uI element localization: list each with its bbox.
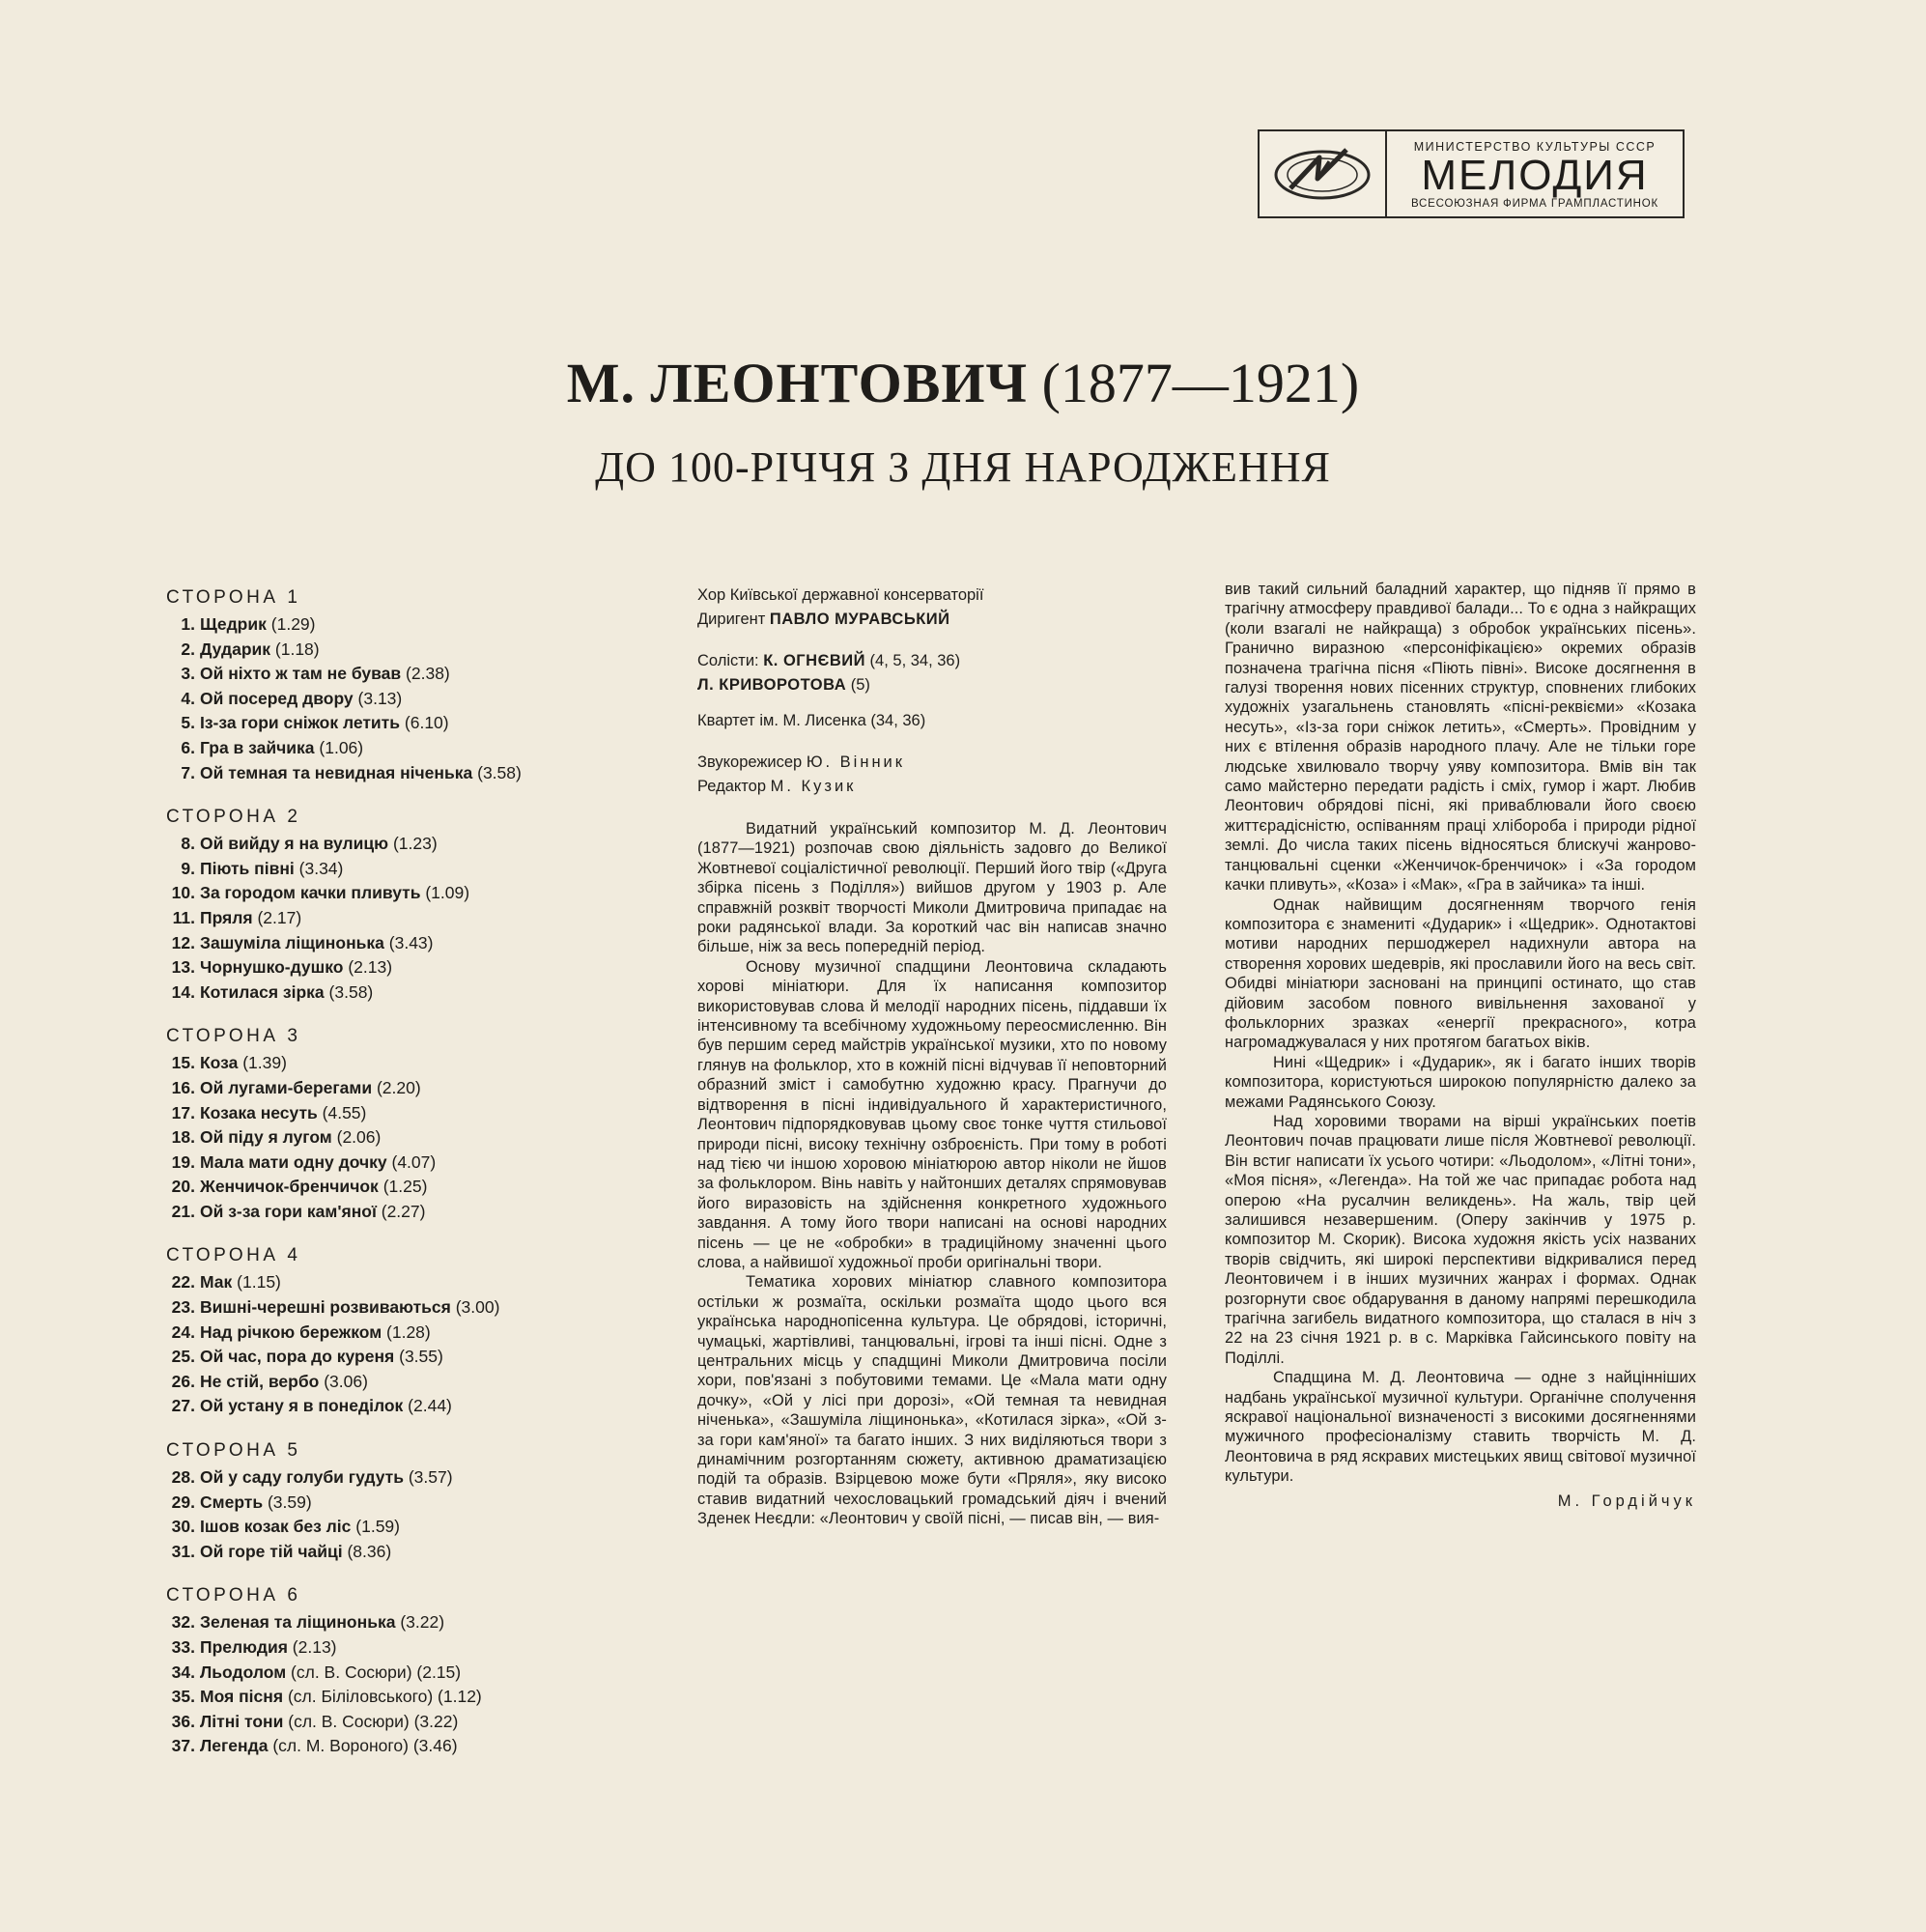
conductor-label: Диригент xyxy=(697,611,766,628)
track-item xyxy=(166,1101,591,1126)
side-block xyxy=(166,805,591,1005)
track-title: Прелюдия xyxy=(200,1637,288,1657)
track-item xyxy=(166,1515,591,1540)
article-paragraph: Основу музичної спадщини Леонтовича складають хорові мініатюри. Для їх написання композитор використовував слова й мелодії народних пісень, піддавши їх інтенсивному та всебічному художньому переосмисленню. Він був першим серед майстрів української музики, хто по новому глянув на фольклор, хто в кожній пісні відчував її неповторний образний зміст і самобутню художню красу. Прагнучи до відтворення в пісні індивідуального й характеристичного, Леонтович підпорядковував цьому своє тонке чуття стильової природи пісні, високу технічну озброєність. При тому в роботі над тією чи іншою хоровою мініатюрою автор ніколи не йшов за фольклором. Вінь навіть у найтонших деталях спрямовував його виразовість на здійснення конкретного художнього завдання. А тому його твори написані на основі народних пісень — це не «обробки» в традиційному значенні цього слова, а найвишої художньої проби оригінальні твори. xyxy=(697,957,1167,1271)
side-heading: СТОРОНА 6 xyxy=(166,1585,301,1606)
article-paragraph: Над хоровими творами на вірші українських поетів Леонтович почав працювати лише після Жовтневої революції. Він встиг написати їх усього чотири: «Льодолом», «Літні тони», «Моя пісня», «Легенда». На той же час припадає робота над оперою «На русалчин великдень». На жаль, твір цей залишився незавершеним. (Оперу закінчив у 1975 р. композитор М. Скорик). Висока художня якість усіх названих творів свідчить, які широкі перспективи відкривалися перед Леонтовичем і в інших музичних жанрах і формах. Однак розгорнути своє обдарування в даному напрямі перешкодила трагічна загибель видатного композитора, що сталася в ніч з 22 на 23 січня 1921 р. в с. Марківка Гайсинського повіту на Поділлі. xyxy=(1225,1112,1696,1367)
side-block xyxy=(166,1243,591,1419)
track-number: 35. xyxy=(171,1687,195,1707)
logo-ministry-text: МИНИСТЕРСТВО КУЛЬТУРЫ СССР xyxy=(1413,139,1657,154)
track-title: Льодолом xyxy=(200,1662,287,1682)
track-duration: (3.22) xyxy=(400,1612,445,1633)
side-block xyxy=(166,1438,591,1564)
credit-choir: Хор Київської державної консерваторії xyxy=(697,586,984,604)
track-title: Козака несуть xyxy=(200,1102,318,1122)
article-paragraph: вив такий сильний баладний характер, що підняв її прямо в трагічну атмосферу правдивої балади... То є одна з найкращих (коли взагалі не найкраща) з обробок українських пісень». Гранично виразною «персоніфікацією» окремих образів позначена трагічна пісня «Піють півні». Високе досягнення в галузі творення нових пісенних структур, сповнених глибоких художніх узагальнень становлять «пісні-реквієми» «Козака несуть», «Із-за гори сніжок летить», «Смерть». Провідним у них є втілення образів народного плачу. Але не тільки горе людське хвилювало творчу уяву композитора. Вмів він так само майстерно передати радість і сміх, гумор і жарт. Любив Леонтович обрядові пісні, які приваблювали його своєю життєрадісністю, оспіванням праці хлібороба і природи рідної землі. До числа таких пісень відносяться блискучі жанрово-танцювальні сценки «Женчичок-бренчичок» і «За городом качки пливуть», «Коза» і «Мак», «Гра в зайчика» та інші. xyxy=(1225,581,1696,895)
track-item xyxy=(166,736,591,761)
track-duration: (3.43) xyxy=(388,932,434,952)
track-duration: (6.10) xyxy=(404,713,449,733)
engineer-name: Ю. Вінник xyxy=(806,753,905,771)
article-paragraph: Спадщина М. Д. Леонтовича — одне з найцінніших надбань української музичної культури. Органічне сполучення яскравої національної визначеності з високими досягненнями мужичного професіоналізму ставить творчість М. Д. Леонтовича в ряд яскравих мистецьких явищ світової музичної культури. xyxy=(1225,1369,1696,1486)
track-title: Легенда xyxy=(200,1736,269,1756)
track-item xyxy=(166,1151,591,1176)
track-title: Ішов козак без ліс xyxy=(200,1517,352,1537)
track-duration: (3.57) xyxy=(408,1467,453,1488)
track-item xyxy=(166,1076,591,1101)
track-number: 16. xyxy=(171,1077,195,1097)
track-item xyxy=(166,1125,591,1151)
credit-soloist-2 xyxy=(697,673,1167,697)
track-title: Вишні-черешні розвиваються xyxy=(200,1297,451,1318)
track-item xyxy=(166,980,591,1006)
track-title: Дударик xyxy=(200,639,271,659)
logo-subtitle-text: ВСЕСОЮЗНАЯ ФИРМА ГРАМПЛАСТИНОК xyxy=(1410,197,1659,210)
track-item xyxy=(166,1661,591,1686)
track-title: Чорнушко-душко xyxy=(200,957,344,978)
side-heading: СТОРОНА 1 xyxy=(166,587,301,608)
track-number: 25. xyxy=(171,1347,195,1367)
track-number: 4. xyxy=(181,688,195,708)
engineer-label: Звукорежисер xyxy=(697,753,803,771)
track-number: 10. xyxy=(171,883,195,903)
track-duration: (3.06) xyxy=(324,1371,368,1391)
track-number: 12. xyxy=(171,932,195,952)
track-number: 8. xyxy=(181,834,195,854)
track-number: 32. xyxy=(171,1612,195,1633)
credit-soloist-1 xyxy=(697,649,1167,673)
track-number: 34. xyxy=(171,1662,195,1682)
track-duration: (1.18) xyxy=(274,639,320,659)
track-duration: (3.00) xyxy=(455,1297,500,1318)
track-number: 23. xyxy=(171,1297,195,1318)
track-duration: (1.23) xyxy=(392,834,438,854)
track-item xyxy=(166,1685,591,1710)
track-duration: (1.25) xyxy=(382,1177,428,1197)
track-number: 7. xyxy=(181,762,195,782)
editor-name: М. Кузик xyxy=(770,778,857,795)
article-paragraph: Видатний український композитор М. Д. Леонтович (1877—1921) розпочав свою діяльність задовго до Великої Жовтневої соціалістичної революції. Перший його твір («Друга збірка пісень з Поділля») вийшов другом у 1903 р. Але справжній розквіт творчості Миколи Дмитровича припадає на роки радянської влади. За короткий час він написав значно більше, ніж за весь попередній період. xyxy=(697,820,1167,956)
track-item xyxy=(166,1610,591,1635)
track-number: 19. xyxy=(171,1151,195,1172)
track-number: 1. xyxy=(181,614,195,634)
article-signature: М. Гордійчук xyxy=(1557,1492,1696,1510)
side-heading: СТОРОНА 4 xyxy=(166,1245,301,1266)
track-number: 15. xyxy=(171,1053,195,1073)
track-item xyxy=(166,1321,591,1346)
track-number: 11. xyxy=(172,907,195,927)
track-title: Із-за гори сніжок летить xyxy=(200,713,401,733)
soloist-1-name: К. ОГНЄВИЙ xyxy=(763,652,865,669)
track-duration: (2.38) xyxy=(406,664,450,684)
track-number: 31. xyxy=(171,1541,195,1561)
track-item xyxy=(166,1734,591,1759)
track-duration: (1.29) xyxy=(270,614,316,634)
track-item xyxy=(166,638,591,663)
track-title: Ой лугами-берегами xyxy=(200,1077,373,1097)
track-duration: (2.06) xyxy=(336,1127,382,1148)
track-number: 2. xyxy=(181,639,195,659)
composer-years: (1877—1921) xyxy=(1041,352,1360,414)
track-title: Смерть xyxy=(200,1492,264,1512)
side-heading: СТОРОНА 5 xyxy=(166,1440,301,1462)
track-item xyxy=(166,881,591,906)
track-number: 5. xyxy=(181,713,195,733)
track-item xyxy=(166,1345,591,1370)
article-column-3 xyxy=(1225,580,1696,1511)
soloist-2-tracks: (5) xyxy=(850,676,870,694)
track-number: 24. xyxy=(171,1321,195,1342)
credit-engineer xyxy=(697,751,1167,775)
track-duration: (1.15) xyxy=(237,1272,281,1293)
page-subtitle: ДО 100-РІЧЧЯ З ДНЯ НАРОДЖЕННЯ xyxy=(595,443,1331,491)
track-duration: (1.59) xyxy=(355,1517,400,1537)
track-item xyxy=(166,1295,591,1321)
track-title: Зашуміла ліщинонька xyxy=(200,932,384,952)
track-item xyxy=(166,761,591,786)
track-item xyxy=(166,687,591,712)
track-title: Ой у саду голуби гудуть xyxy=(200,1467,404,1488)
track-item xyxy=(166,1394,591,1419)
track-duration: (4.55) xyxy=(322,1102,367,1122)
track-item xyxy=(166,955,591,980)
track-title: Зеленая та ліщинонька xyxy=(200,1612,396,1633)
track-title: Ой піду я лугом xyxy=(200,1127,332,1148)
track-title: Женчичок-бренчичок xyxy=(200,1177,379,1197)
track-duration: (4.07) xyxy=(391,1151,437,1172)
side-block xyxy=(166,1024,591,1224)
track-title: Ой темная та невидная ніченька xyxy=(200,762,473,782)
track-item xyxy=(166,1270,591,1295)
track-duration: (1.39) xyxy=(242,1053,287,1073)
track-item xyxy=(166,1710,591,1735)
track-duration: (3.13) xyxy=(357,688,403,708)
track-title: Ой вийду я на вулицю xyxy=(200,834,389,854)
track-title: Ой ніхто ж там не бував xyxy=(200,664,402,684)
track-duration: (8.36) xyxy=(347,1541,392,1561)
track-number: 30. xyxy=(171,1517,195,1537)
track-duration: (2.44) xyxy=(408,1396,452,1416)
track-number: 17. xyxy=(171,1102,195,1122)
track-title: Моя пісня xyxy=(200,1687,284,1707)
soloists-label: Солісти: xyxy=(697,652,759,669)
track-title: Щедрик xyxy=(200,614,267,634)
track-item xyxy=(166,1465,591,1491)
track-duration: (3.34) xyxy=(298,858,344,878)
track-number: 6. xyxy=(181,737,195,757)
track-number: 13. xyxy=(171,957,195,978)
track-title: Ой з-за гори кам'яної xyxy=(200,1201,377,1221)
article-paragraph: Нині «Щедрик» і «Дударик», як і багато інших творів композитора, користуються широкою популярністю далеко за межами Радянського Союзу. xyxy=(1225,1053,1696,1111)
track-item xyxy=(166,711,591,736)
track-title: Не стій, вербо xyxy=(200,1371,320,1391)
track-duration: (3.55) xyxy=(399,1347,443,1367)
side-block xyxy=(166,1583,591,1759)
track-number: 21. xyxy=(171,1201,195,1221)
article-column-3-text xyxy=(1225,580,1696,1487)
track-title: Пряля xyxy=(200,907,253,927)
article-paragraph: Тематика хорових мініатюр славного композитора остільки ж розмаїта, оскільки розмаїта щодо цього вся українська народнопісенна культура. Це обрядові, історичні, чумацькі, жартівливі, танцювальні, ігрові та інші пісні. Одне з центральних місць у спадщині Миколи Дмитровича посіли хори, пов'язані з побутовими темами. Це «Мала мати одну дочку», «Ой у лісі при дорозі», «Ой темная та невидная ніченька», «Зашуміла ліщинонька», «Котилася зірка», «Ой з-за гори кам'яної» та багато інших. З них виділяються твори з динамічним розгортанням сюжету, активною драматизацією подій та образів. Взірцевою може бути «Пряля», яку високо ставив видатний чехословацький громадський діяч і вчений Зденек Неєдли: «Леонтович у своїй пісні, — писав він, — вия- xyxy=(697,1273,1167,1528)
track-duration: (1.09) xyxy=(425,883,470,903)
track-duration: (2.13) xyxy=(292,1637,337,1657)
track-number: 28. xyxy=(171,1467,195,1488)
track-duration: (2.20) xyxy=(376,1077,421,1097)
track-item xyxy=(166,1200,591,1225)
track-duration: (2.13) xyxy=(348,957,393,978)
track-list xyxy=(166,585,591,1778)
track-number: 3. xyxy=(181,664,195,684)
soloist-1-tracks: (4, 5, 34, 36) xyxy=(869,652,961,669)
track-duration: (3.59) xyxy=(267,1492,312,1512)
side-heading: СТОРОНА 3 xyxy=(166,1026,301,1047)
track-item xyxy=(166,662,591,687)
track-title: Ой час, пора до куреня xyxy=(200,1347,395,1367)
track-item xyxy=(166,832,591,857)
track-title: Піють півні xyxy=(200,858,295,878)
page-title xyxy=(0,350,1926,417)
editor-label: Редактор xyxy=(697,778,767,795)
track-number: 27. xyxy=(171,1396,195,1416)
track-duration: (2.27) xyxy=(381,1201,426,1221)
credit-quartet: Квартет ім. М. Лисенка (34, 36) xyxy=(697,712,926,729)
track-number: 29. xyxy=(171,1492,195,1512)
credits-column xyxy=(697,583,1167,1528)
track-duration: (сл. Біліловського) (1.12) xyxy=(287,1687,482,1707)
track-item xyxy=(166,1491,591,1516)
track-item xyxy=(166,1540,591,1565)
track-number: 37. xyxy=(171,1736,195,1756)
track-duration: (2.17) xyxy=(257,907,302,927)
track-number: 9. xyxy=(181,858,195,878)
track-item xyxy=(166,931,591,956)
track-title: Гра в зайчика xyxy=(200,737,315,757)
track-duration: (сл. В. Сосюри) (3.22) xyxy=(288,1711,459,1731)
track-title: Мала мати одну дочку xyxy=(200,1151,387,1172)
track-number: 14. xyxy=(171,981,195,1002)
article-paragraph: Однак найвищим досягненням творчого генія композитора є знамениті «Дударик» і «Щедрик». Однотактові мотиви народних першоджерел надихнули автора на створення хорових шедеврів, які прославили його на весь світ. Обидві мініатюри засновані на принципі остинато, що став дійовим засобом повного вивільнення захованої у фольклорних зразках «енергії прекрасного», котра нагромаджувалася у них протягом багатьох віків. xyxy=(1225,895,1696,1052)
track-item xyxy=(166,1175,591,1200)
track-number: 18. xyxy=(171,1127,195,1148)
track-number: 26. xyxy=(171,1371,195,1391)
melodiya-logo xyxy=(1258,129,1685,218)
track-duration: (1.28) xyxy=(386,1321,431,1342)
track-title: Мак xyxy=(200,1272,233,1293)
conductor-name: ПАВЛО МУРАВСЬКИЙ xyxy=(769,611,950,628)
track-title: Над річкою бережком xyxy=(200,1321,382,1342)
track-duration: (1.06) xyxy=(319,737,364,757)
logo-brand-text: МЕЛОДИЯ xyxy=(1421,151,1649,199)
track-item xyxy=(166,1370,591,1395)
side-heading: СТОРОНА 2 xyxy=(166,807,301,828)
credit-conductor xyxy=(697,608,1167,632)
track-number: 20. xyxy=(171,1177,195,1197)
track-title: Ой посеред двору xyxy=(200,688,354,708)
credit-editor xyxy=(697,775,1167,799)
track-title: Ой горе тій чайці xyxy=(200,1541,343,1561)
track-number: 36. xyxy=(171,1711,195,1731)
track-title: Коза xyxy=(200,1053,239,1073)
track-duration: (сл. В. Сосюри) (2.15) xyxy=(291,1662,462,1682)
side-block xyxy=(166,585,591,785)
composer-name: М. ЛЕОНТОВИЧ xyxy=(566,352,1029,414)
article-column-2 xyxy=(697,819,1167,1529)
track-title: Ой устану я в понеділок xyxy=(200,1396,404,1416)
track-title: Котилася зірка xyxy=(200,981,325,1002)
track-title: За городом качки пливуть xyxy=(200,883,421,903)
track-number: 33. xyxy=(171,1637,195,1657)
soloist-2-name: Л. КРИВОРОТОВА xyxy=(697,676,847,694)
track-item xyxy=(166,1051,591,1076)
track-duration: (сл. М. Вороного) (3.46) xyxy=(272,1736,458,1756)
track-item xyxy=(166,906,591,931)
track-item xyxy=(166,612,591,638)
track-duration: (3.58) xyxy=(477,762,522,782)
track-number: 22. xyxy=(171,1272,195,1293)
melodiya-logo-icon xyxy=(1260,131,1387,216)
track-item xyxy=(166,857,591,882)
track-duration: (3.58) xyxy=(328,981,374,1002)
track-item xyxy=(166,1635,591,1661)
track-title: Літні тони xyxy=(200,1711,284,1731)
